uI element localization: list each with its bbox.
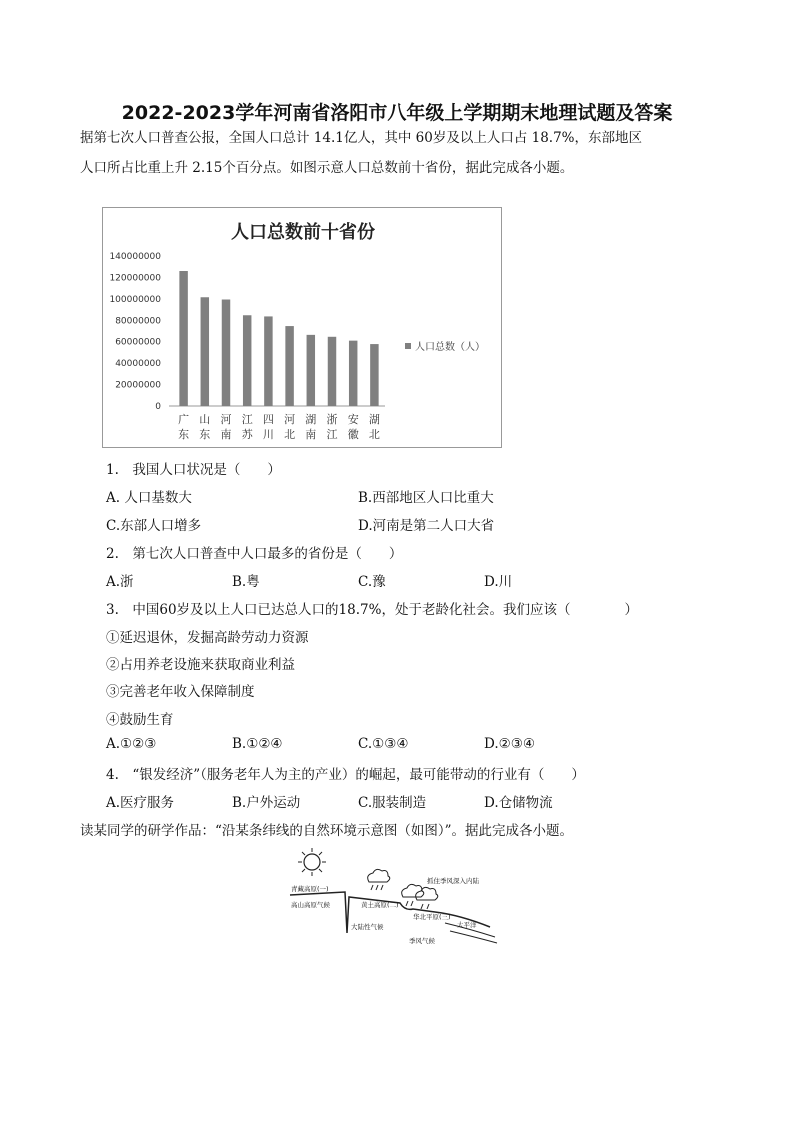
x-tick-label: 江 <box>326 428 338 441</box>
question-2-option-c[interactable]: C.豫 <box>358 574 386 590</box>
bar-四川 <box>264 316 272 406</box>
x-tick-label: 川 <box>262 428 274 441</box>
x-tick-label: 河 <box>284 413 296 426</box>
chart-title: 人口总数前十省份 <box>231 222 375 243</box>
label-monsoon-inland: 抓住季风深入内陆 <box>427 877 479 885</box>
x-tick-label: 四 <box>262 413 274 426</box>
question-3-item-1: ①延迟退休，发掘高龄劳动力资源 <box>106 630 309 646</box>
bar-浙江 <box>328 337 336 406</box>
label-qinghai-tibet: 青藏高原(一) <box>291 885 329 893</box>
terrain-sketch-svg <box>285 845 505 950</box>
x-tick-label: 徽 <box>347 428 359 441</box>
question-3-option-a[interactable]: A.①②③ <box>106 736 157 752</box>
question-4-option-d[interactable]: D.仓储物流 <box>484 795 553 811</box>
section-2-intro: 读某同学的研学作品：“沿某条纬线的自然环境示意图（如图）”。据此完成各小题。 <box>80 823 574 839</box>
x-tick-label: 广 <box>178 413 190 426</box>
x-tick-label: 江 <box>241 413 253 426</box>
x-tick-label: 北 <box>368 428 380 441</box>
y-tick-label: 80000000 <box>115 316 161 327</box>
y-tick-label: 100000000 <box>109 294 161 305</box>
x-tick-label: 山 <box>199 413 211 426</box>
y-tick-label: 40000000 <box>115 359 161 370</box>
question-4-option-c[interactable]: C.服装制造 <box>358 795 427 811</box>
population-chart-svg <box>103 208 503 449</box>
bar-湖南 <box>307 335 315 406</box>
question-2-stem: 2. 第七次人口普查中人口最多的省份是（ ） <box>106 546 403 562</box>
bar-河北 <box>285 326 293 406</box>
question-3-option-c[interactable]: C.①③④ <box>358 736 409 752</box>
rain-cloud-icon <box>368 869 390 890</box>
x-tick-label: 东 <box>178 428 190 441</box>
x-tick-label: 南 <box>305 428 317 441</box>
x-tick-label: 东 <box>199 428 211 441</box>
bar-山东 <box>201 297 209 406</box>
label-loess-plateau: 黄土高原(二) <box>361 901 399 909</box>
question-2-option-b[interactable]: B.粤 <box>232 574 260 590</box>
rain-cloud-icon <box>402 884 438 909</box>
question-3-option-d[interactable]: D.②③④ <box>484 736 535 752</box>
x-tick-label: 北 <box>284 428 296 441</box>
x-tick-label: 苏 <box>241 428 253 441</box>
bar-湖北 <box>370 344 378 406</box>
bar-广东 <box>179 271 187 406</box>
question-1-stem: 1. 我国人口状况是（ ） <box>106 462 281 478</box>
y-tick-label: 20000000 <box>115 380 161 391</box>
intro-line-1: 据第七次人口普查公报，全国人口总计 14.1亿人，其中 60岁及以上人口占 18.7%，东部地区 <box>80 130 642 146</box>
question-2-option-a[interactable]: A.浙 <box>106 574 134 590</box>
intro-line-2: 人口所占比重上升 2.15个百分点。如图示意人口总数前十省份，据此完成各小题。 <box>80 160 574 176</box>
question-1-option-a[interactable]: A. 人口基数大 <box>106 490 192 506</box>
ocean-line <box>450 931 497 943</box>
question-2-option-d[interactable]: D.川 <box>484 574 513 590</box>
y-tick-label: 60000000 <box>115 337 161 348</box>
x-tick-label: 南 <box>220 428 232 441</box>
question-4-option-a[interactable]: A.医疗服务 <box>106 795 175 811</box>
y-tick-label: 120000000 <box>109 273 161 284</box>
question-4-option-b[interactable]: B.户外运动 <box>232 795 301 811</box>
question-3-option-b[interactable]: B.①②④ <box>232 736 283 752</box>
terrain-sketch-figure <box>285 845 505 950</box>
x-tick-label: 湖 <box>305 413 317 426</box>
bar-江苏 <box>243 315 251 406</box>
question-3-item-2: ②占用养老设施来获取商业利益 <box>106 657 295 673</box>
x-tick-label: 湖 <box>368 413 380 426</box>
page-title: 2022-2023学年河南省洛阳市八年级上学期期末地理试题及答案 <box>121 102 673 124</box>
question-3-stem: 3. 中国60岁及以上人口已达总人口的18.7%，处于老龄化社会。我们应该（ ） <box>106 602 638 618</box>
y-tick-label: 140000000 <box>109 252 161 262</box>
population-chart <box>102 207 502 448</box>
bar-安徽 <box>349 341 357 406</box>
label-continental-climate: 大陆性气候 <box>351 923 384 931</box>
label-highland-climate: 高山高原气候 <box>291 901 330 909</box>
x-tick-label: 安 <box>347 413 359 426</box>
legend-swatch <box>405 343 411 349</box>
y-tick-label: 0 <box>155 402 161 412</box>
question-1-option-d[interactable]: D.河南是第二人口大省 <box>358 518 495 534</box>
x-tick-label: 河 <box>220 413 232 426</box>
question-1-option-c[interactable]: C.东部人口增多 <box>106 518 202 534</box>
label-north-china-plain: 华北平原(三) <box>413 913 451 921</box>
label-pacific: 太平洋 <box>457 921 477 929</box>
x-tick-label: 浙 <box>326 413 338 426</box>
legend-label: 人口总数（人） <box>415 342 485 353</box>
question-3-item-4: ④鼓励生育 <box>106 712 174 728</box>
question-3-item-3: ③完善老年收入保障制度 <box>106 684 255 700</box>
label-monsoon-climate: 季风气候 <box>409 937 435 945</box>
question-1-option-b[interactable]: B.西部地区人口比重大 <box>358 490 494 506</box>
sun-icon <box>298 848 326 876</box>
bar-河南 <box>222 300 230 407</box>
question-4-stem: 4. “银发经济”（服务老年人为主的产业）的崛起，最可能带动的行业有（ ） <box>106 767 585 783</box>
